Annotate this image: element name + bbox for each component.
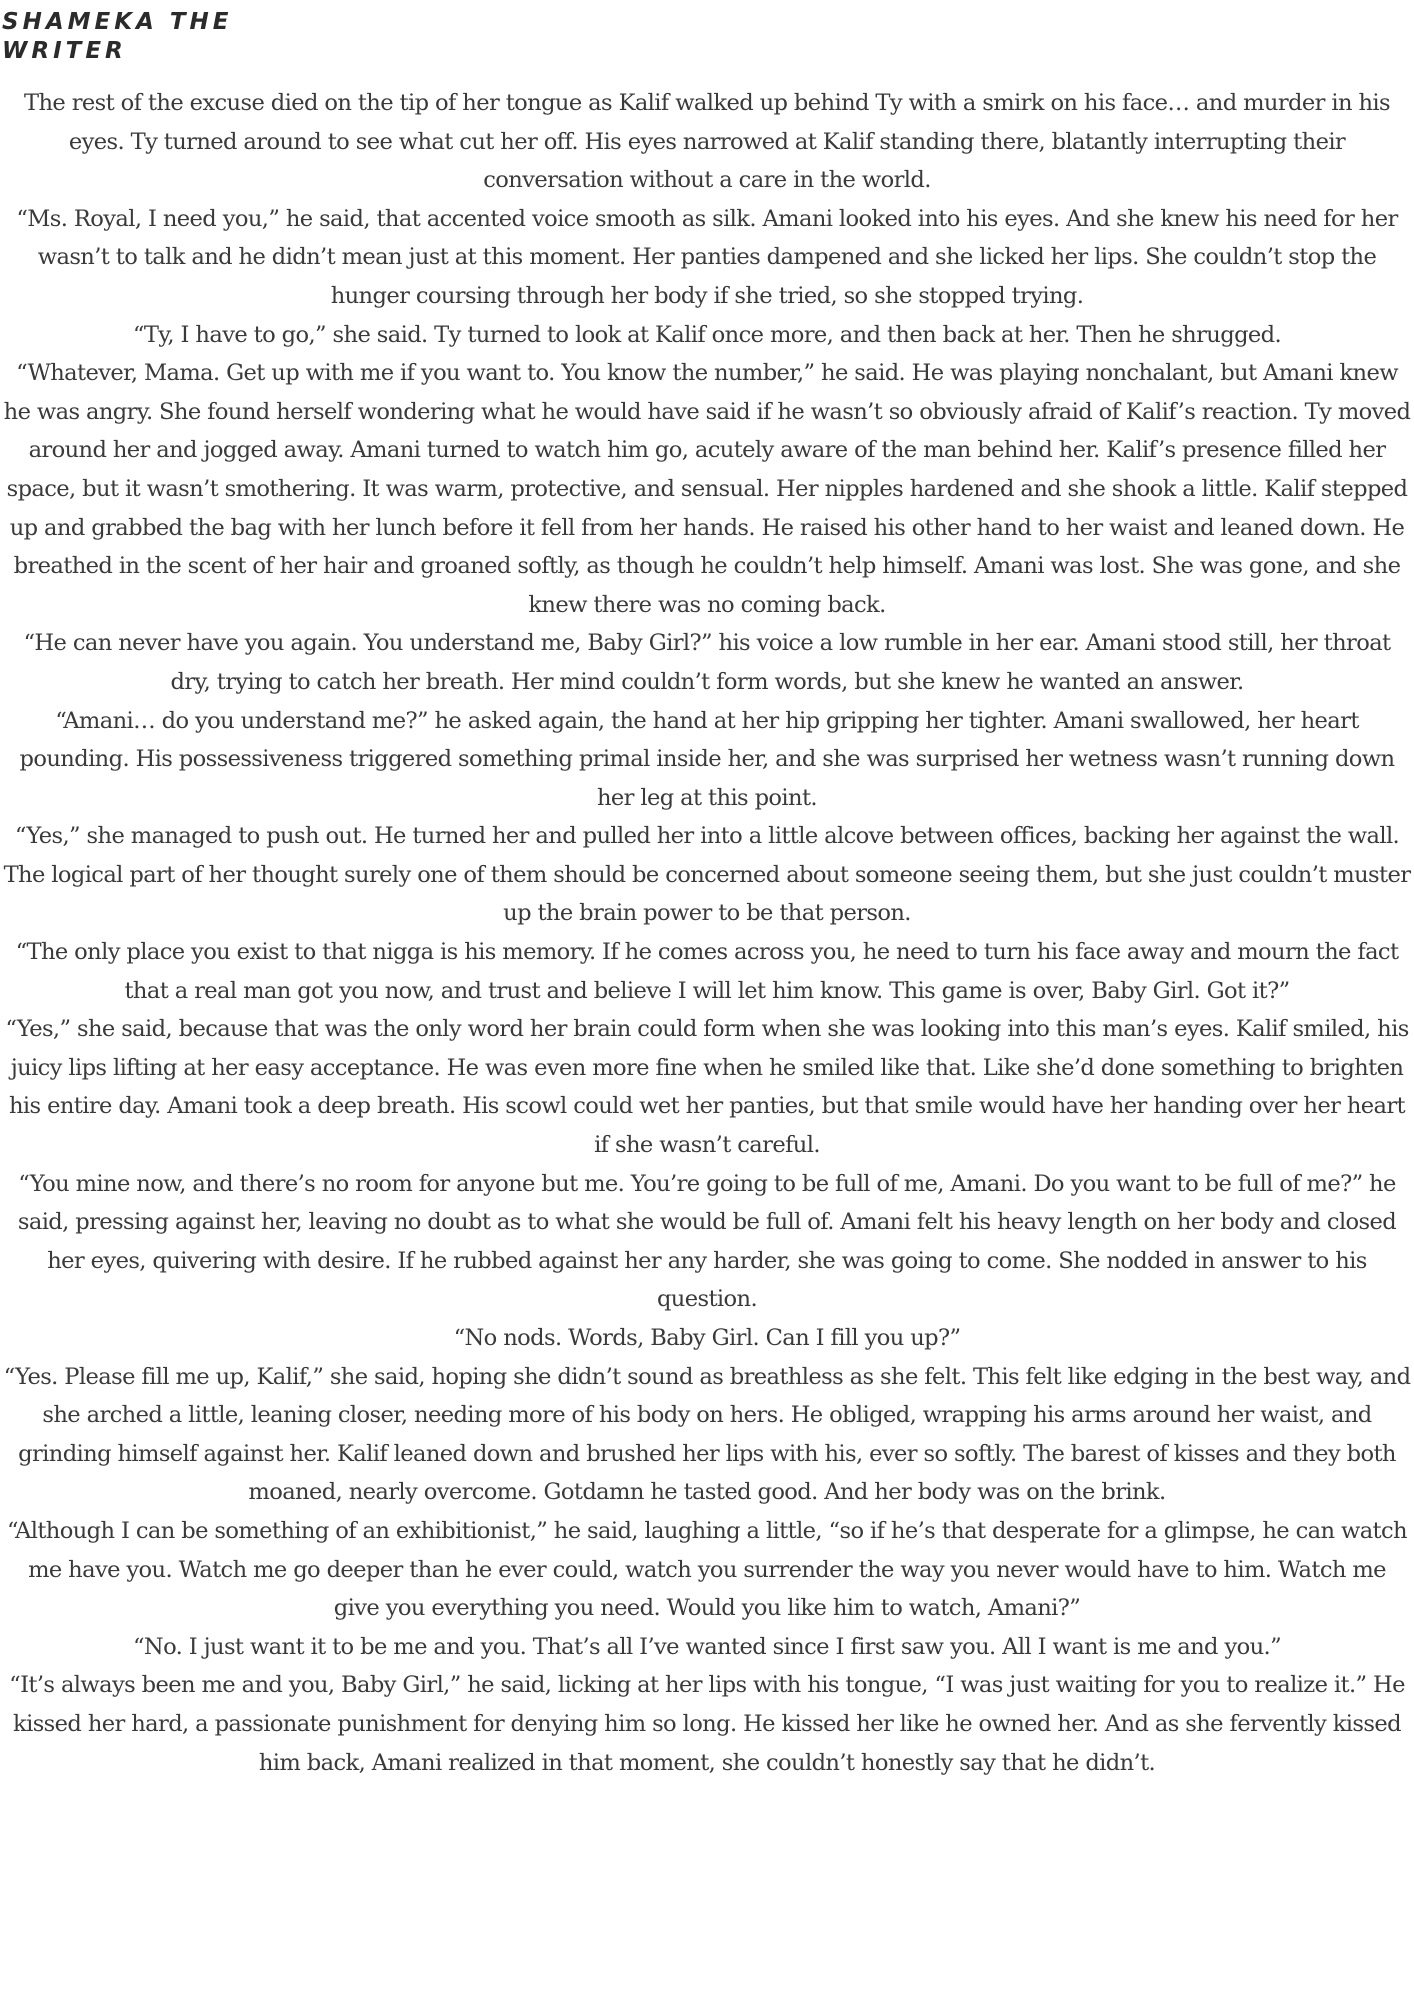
paragraph: “Ty, I have to go,” she said. Ty turned to look at Kalif once more, and then back at her. Then he shrugged. <box>132 321 1282 348</box>
paragraph: “No. I just want it to be me and you. That’s all I’ve wanted since I first saw you. All I want is me and you.” <box>132 1633 1281 1660</box>
paragraph: “Ms. Royal, I need you,” he said, that accented voice smooth as silk. Amani looked into his eyes. And she knew his need for her wasn’t to talk and he didn’t mean just at this moment. Her panties dampened and she licked her lips. She couldn’t stop the hunger coursing through her body if she tried, so she stopped trying. <box>16 205 1398 309</box>
paragraph: The rest of the excuse died on the tip of her tongue as Kalif walked up behind Ty with a smirk on his face… and murder in his eyes. Ty turned around to see what cut her off. His eyes narrowed at Kalif standing there, blatantly interrupting their conversation without a care in the world. <box>24 90 1390 194</box>
paragraph: “It’s always been me and you, Baby Girl,” he said, licking at her lips with his tongue, “I was just waiting for you to realize it.” He kissed her hard, a passionate punishment for denying him so long. He kissed her like he owned her. And as she fervently kissed him back, Amani realized in that moment, she couldn’t honestly say that he didn’t. <box>9 1672 1405 1776</box>
paragraph: “Amani… do you understand me?” he asked again, the hand at her hip gripping her tighter. Amani swallowed, her heart pounding. His possessiveness triggered something primal inside her, and she was surprised her wetness wasn’t running down her leg at this point. <box>19 707 1395 811</box>
paragraph: “Yes,” she managed to push out. He turned her and pulled her into a little alcove between offices, backing her against the wall. The logical part of her thought surely one of them should be concerned about someone seeing them, but she just couldn’t muster up the brain power to be that person. <box>3 823 1411 927</box>
paragraph: “Yes. Please fill me up, Kalif,” she said, hoping she didn’t sound as breathless as she felt. This felt like edging in the best way, and she arched a little, leaning closer, needing more of his body on hers. He obliged, wrapping his arms around her waist, and grinding himself against her. Kalif leaned down and brushed her lips with his, ever so softly. The barest of kisses and they both moaned, nearly overcome. Gotdamn he tasted good. And her body was on the brink. <box>3 1363 1411 1506</box>
paragraph: “You mine now, and there’s no room for anyone but me. You’re going to be full of me, Amani. Do you want to be full of me?” he said, pressing against her, leaving no doubt as to what she would be full of. Amani felt his heavy length on her body and closed her eyes, quivering with desire. If he rubbed against her any harder, she was going to come. She nodded in answer to his question. <box>17 1170 1397 1313</box>
paragraph: “Although I can be something of an exhibitionist,” he said, laughing a little, “so if he’s that desperate for a glimpse, he can watch me have you. Watch me go deeper than he ever could, watch you surrender the way you never would have to him. Watch me give you everything you need. Would you like him to watch, Amani?” <box>7 1517 1407 1622</box>
paragraph: “He can never have you again. You understand me, Baby Girl?” his voice a low rumble in her ear. Amani stood still, her throat dry, trying to catch her breath. Her mind couldn’t form words, but she knew he wanted an answer. <box>23 630 1391 695</box>
paragraph: “The only place you exist to that nigga is his memory. If he comes across you, he need to turn his face away and mourn the fact that a real man got you now, and trust and believe I will let him know. This game is over, Baby Girl. Got it?” <box>15 939 1399 1004</box>
paragraph: “Yes,” she said, because that was the only word her brain could form when she was looking into this man’s eyes. Kalif smiled, his juicy lips lifting at her easy acceptance. He was even more fine when he smiled like that. Like she’d done something to brighten his entire day. Amani took a deep breath. His scowl could wet her panties, but that smile would have her handing over her heart if she wasn’t careful. <box>5 1016 1409 1159</box>
story-text <box>0 84 1414 1782</box>
paragraph: “No nods. Words, Baby Girl. Can I fill you up?” <box>453 1325 961 1351</box>
paragraph: “Whatever, Mama. Get up with me if you want to. You know the number,” he said. He was playing nonchalant, but Amani knew he was angry. She found herself wondering what he would have said if he wasn’t so obviously afraid of Kalif’s reaction. Ty moved around her and jogged away. Amani turned to watch him go, acutely aware of the man behind her. Kalif’s presence filled her space, but it wasn’t smothering. It was warm, protective, and sensual. Her nipples hardened and she shook a little. Kalif stepped up and grabbed the bag with her lunch before it fell from her hands. He raised his other hand to her waist and leaned down. He breathed in the scent of her hair and groaned softly, as though he couldn’t help himself. Amani was lost. She was gone, and she knew there was no coming back. <box>3 360 1411 618</box>
author-name: SHAMEKA THE WRITER <box>2 9 233 64</box>
